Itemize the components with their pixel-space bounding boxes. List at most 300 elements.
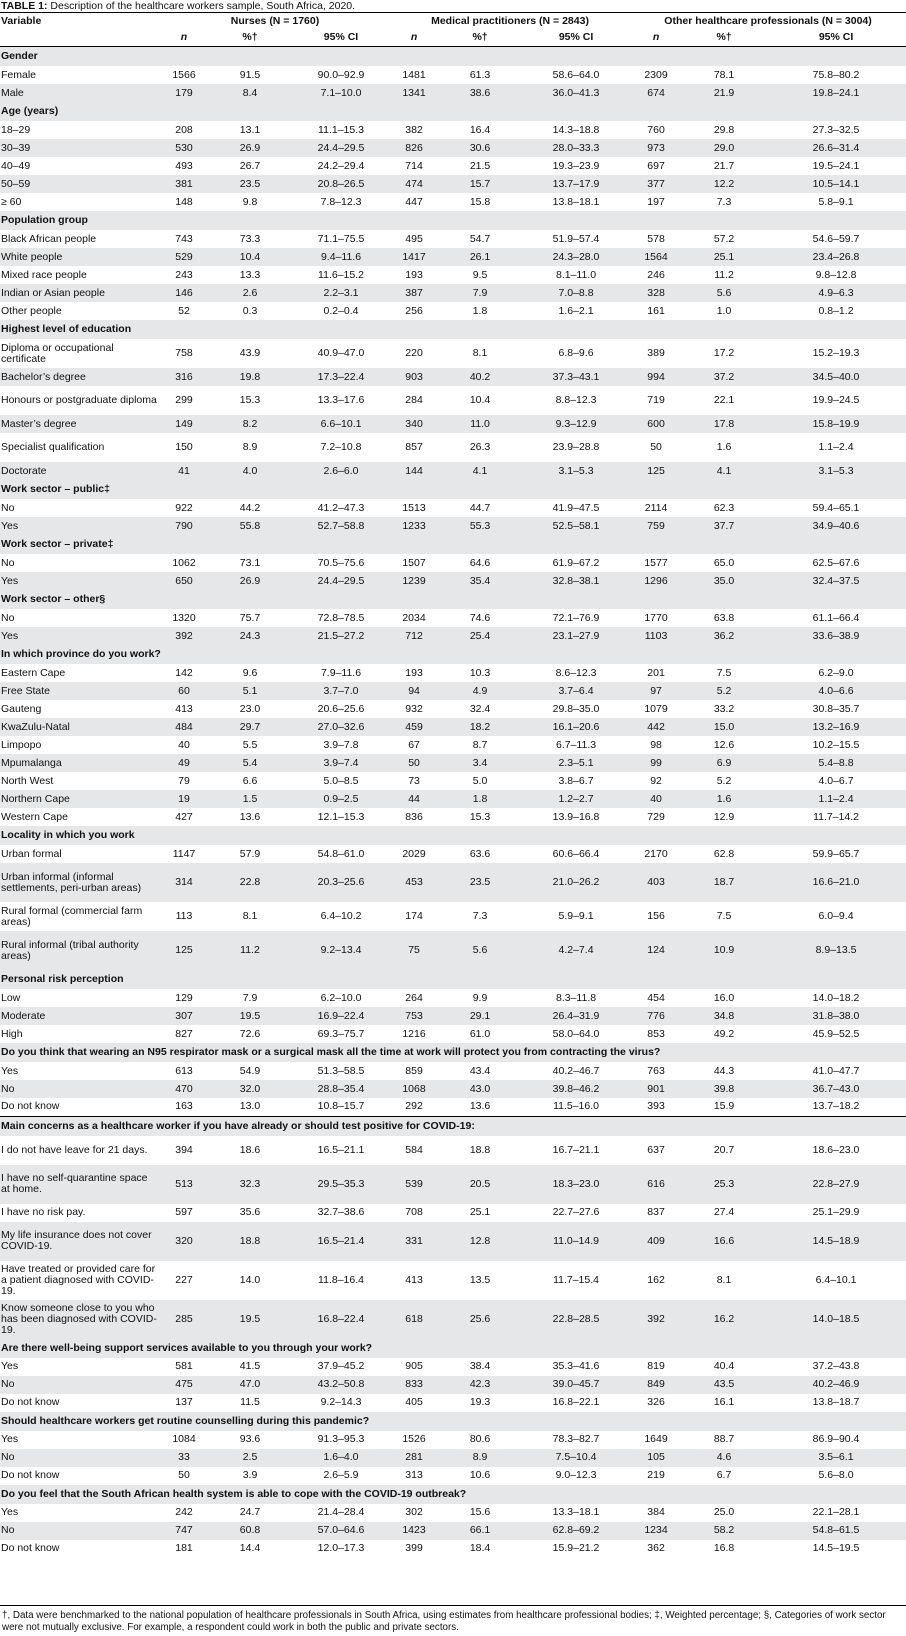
- table-cell: 13.7–17.9: [522, 175, 630, 193]
- table-cell: 21.9: [682, 84, 766, 102]
- table-cell: 1.6–4.0: [292, 1449, 390, 1467]
- table-row: [0, 386, 906, 415]
- table-row: [0, 66, 906, 84]
- table-cell: 39.8–46.2: [522, 1080, 630, 1098]
- table-cell: 743: [175, 232, 193, 245]
- table-cell: 13.6: [239, 810, 261, 823]
- table-cell: 18.4: [469, 1542, 491, 1554]
- table-cell: 9.6: [242, 666, 258, 679]
- table-cell: 10.4: [208, 248, 292, 266]
- table-cell: 7.5–10.4: [522, 1449, 630, 1467]
- row-label: North West: [1, 774, 54, 787]
- table-cell: 9.4–11.6: [292, 248, 390, 266]
- table-row: [0, 845, 906, 863]
- table-cell: 40.9–47.0: [317, 347, 365, 359]
- row-label: I do not have leave for 21 days.: [1, 1143, 148, 1156]
- table-cell: 51.9–57.4: [552, 232, 600, 245]
- table-cell: 65.0: [713, 556, 735, 569]
- table-cell: 74.6: [469, 611, 491, 624]
- table-cell: 413: [175, 702, 193, 715]
- table-cell: 72.8–78.5: [317, 611, 365, 624]
- row-label: Mpumalanga: [0, 754, 160, 772]
- table-cell: 4.9: [438, 682, 522, 700]
- table-cell: 146: [160, 284, 208, 302]
- row-label: Honours or postgraduate diploma: [1, 394, 157, 406]
- table-cell: 13.3–17.6: [317, 394, 365, 406]
- table-cell: 1068: [390, 1080, 438, 1098]
- section-header-row: [0, 535, 906, 554]
- table-cell: 16.8: [713, 1542, 735, 1554]
- table-cell: 40.4: [713, 1360, 735, 1372]
- table-cell: 62.8: [713, 847, 735, 860]
- table-cell: 16.5–21.1: [317, 1143, 365, 1156]
- table-cell: 0.9–2.5: [292, 790, 390, 808]
- table-cell: 377: [630, 175, 682, 193]
- table-row: [0, 1007, 906, 1025]
- table-cell: 24.3–28.0: [522, 248, 630, 266]
- table-cell: 19.8–24.1: [766, 84, 906, 102]
- group-header-nurses: Nurses (N = 1760): [230, 14, 320, 27]
- table-cell: 78.1: [713, 68, 735, 81]
- row-label: Black African people: [1, 232, 97, 245]
- row-label: Female: [1, 68, 37, 81]
- table-row: [0, 1204, 906, 1222]
- table-cell: 12.2: [682, 175, 766, 193]
- table-cell: 25.1: [682, 248, 766, 266]
- table-cell: 284: [405, 394, 423, 406]
- section-header-row: [0, 1339, 906, 1358]
- table-cell: 760: [647, 123, 665, 136]
- table-cell: 11.2: [714, 268, 734, 281]
- table-cell: 58.6–64.0: [552, 68, 600, 81]
- section-header-row: [0, 970, 906, 989]
- table-cell: 227: [175, 1273, 193, 1286]
- table-row: [0, 718, 906, 736]
- table-cell: 44: [390, 790, 438, 808]
- table-cell: 4.9–6.3: [766, 284, 906, 302]
- table-row: [0, 193, 906, 211]
- table-cell: 67: [408, 738, 420, 751]
- table-cell: 1481: [402, 68, 426, 81]
- table-caption: [0, 0, 906, 12]
- section-title: In which province do you work?: [0, 645, 906, 664]
- table-cell: 392: [630, 1300, 682, 1339]
- table-cell: 73.1: [239, 556, 261, 569]
- table-cell: 459: [390, 718, 438, 736]
- table-cell: 21.7: [713, 159, 735, 172]
- row-label: Low: [1, 991, 21, 1004]
- table-cell: 43.0: [438, 1080, 522, 1098]
- table-cell: 35.0: [682, 572, 766, 590]
- table-cell: 39.8: [682, 1080, 766, 1098]
- table-cell: 13.8–18.7: [812, 1396, 860, 1408]
- table-cell: 10.5–14.1: [766, 175, 906, 193]
- table-cell: 15.9–21.2: [552, 1542, 600, 1554]
- table-cell: 29.0: [682, 139, 766, 157]
- row-label: High: [1, 1027, 23, 1040]
- table-cell: 33: [160, 1449, 208, 1467]
- row-label: Free State: [0, 682, 160, 700]
- column-header-n: n: [180, 31, 188, 44]
- table-cell: 13.3: [239, 268, 261, 281]
- table-cell: 23.9–28.8: [552, 441, 600, 453]
- table-cell: 15.9: [713, 1100, 735, 1113]
- table-cell: 21.5–27.2: [292, 627, 390, 645]
- row-label: No: [1, 556, 15, 569]
- table-cell: 60.6–66.4: [552, 847, 600, 860]
- table-cell: 285: [160, 1300, 208, 1339]
- table-cell: 697: [647, 159, 665, 172]
- row-label: I have no self-quarantine space at home.: [0, 1165, 160, 1204]
- table-cell: 11.5: [240, 1396, 260, 1408]
- table-cell: 1770: [644, 611, 668, 624]
- table-row: [0, 754, 906, 772]
- table-cell: 3.8–6.7: [558, 774, 594, 787]
- table-cell: 7.9–11.6: [320, 666, 362, 679]
- section-title: Gender: [0, 47, 906, 67]
- table-cell: 5.4: [208, 754, 292, 772]
- table-cell: 162: [647, 1273, 665, 1286]
- table-cell: 1423: [390, 1522, 438, 1540]
- table-cell: 18.8: [208, 1222, 292, 1261]
- table-cell: 9.3–12.9: [522, 415, 630, 433]
- table-row: [0, 790, 906, 808]
- table-cell: 70.5–75.6: [317, 556, 365, 569]
- table-row: [0, 1449, 906, 1467]
- table-cell: 15.2–19.3: [812, 347, 860, 359]
- table-cell: 15.7: [438, 175, 522, 193]
- table-cell: 41.2–47.3: [317, 501, 365, 514]
- table-cell: 1296: [630, 572, 682, 590]
- section-header-row: [0, 826, 906, 845]
- table-cell: 26.4–31.9: [522, 1007, 630, 1025]
- table-cell: 22.1–28.1: [812, 1506, 860, 1518]
- table-cell: 6.4–10.2: [320, 910, 362, 922]
- table-cell: 35.3–41.6: [552, 1360, 600, 1372]
- table-cell: 3.4: [438, 754, 522, 772]
- table-cell: 10.6: [469, 1469, 491, 1481]
- table-cell: 15.3: [469, 810, 491, 823]
- table-cell: 181: [175, 1542, 193, 1554]
- table-cell: 14.0–18.5: [766, 1300, 906, 1339]
- table-body: [0, 47, 906, 1558]
- table-cell: 98: [650, 738, 662, 751]
- table-cell: 0.3: [242, 304, 258, 317]
- row-label: 50–59: [0, 175, 160, 193]
- table-cell: 837: [647, 1206, 665, 1218]
- table-cell: 10.2–15.5: [812, 738, 860, 751]
- table-cell: 105: [630, 1449, 682, 1467]
- table-cell: 1079: [644, 702, 668, 715]
- table-cell: 11.0: [438, 415, 522, 433]
- table-cell: 2114: [644, 501, 668, 514]
- table-cell: 15.6: [469, 1506, 491, 1518]
- table-cell: 15.3: [239, 394, 261, 406]
- table-row: [0, 863, 906, 902]
- header-row-groups: [0, 13, 906, 30]
- table-cell: 8.1–11.0: [555, 268, 597, 281]
- table-cell: 29.8–35.0: [552, 702, 600, 715]
- table-cell: 63.6: [469, 847, 491, 860]
- table-footnote: †, Data were benchmarked to the national population of healthcare professionals in South Africa, using estimates from healthcare professional bodies; ‡, Weighted percentage; §, Categories of work sector were not mutually exclusive. For example, a respondent could work in both the public and private sectors.: [0, 1605, 906, 1634]
- column-header-n: n: [410, 31, 418, 44]
- table-row: [0, 1376, 906, 1394]
- table-cell: 758: [175, 347, 193, 359]
- table-cell: 331: [390, 1222, 438, 1261]
- table-cell: 11.6–15.2: [318, 268, 364, 281]
- table-cell: 1.1–2.4: [766, 790, 906, 808]
- table-cell: 37.2–43.8: [812, 1360, 860, 1372]
- table-cell: 442: [630, 718, 682, 736]
- table-cell: 193: [405, 666, 423, 679]
- row-label: White people: [0, 248, 160, 266]
- table-cell: 18.6–23.0: [812, 1143, 860, 1156]
- table-cell: 5.0: [472, 774, 488, 787]
- row-label: Do not know: [1, 1469, 60, 1481]
- row-label: Other people: [1, 304, 62, 317]
- table-cell: 11.5–16.0: [553, 1100, 599, 1113]
- table-cell: 9.8–12.8: [815, 268, 857, 281]
- table-cell: 28.0–33.3: [522, 139, 630, 157]
- section-title: Main concerns as a healthcare worker if you have already or should test positive for COVID-19:: [0, 1116, 906, 1136]
- table-cell: 25.1–29.9: [812, 1206, 860, 1218]
- table-cell: 16.8–22.1: [552, 1396, 600, 1408]
- section-header-row: [0, 1043, 906, 1062]
- table-cell: 1.0: [716, 304, 732, 317]
- section-title: Work sector – public‡: [0, 480, 906, 499]
- row-label: Do not know: [1, 1396, 60, 1408]
- table-cell: 26.3: [469, 441, 491, 453]
- table-cell: 49: [160, 754, 208, 772]
- table-cell: 447: [405, 195, 423, 208]
- table-cell: 529: [160, 248, 208, 266]
- table-cell: 903: [390, 368, 438, 386]
- table-row: [0, 931, 906, 970]
- table-cell: 79: [178, 774, 190, 787]
- table-cell: 6.0–9.4: [818, 910, 854, 922]
- table-cell: 27.3–32.5: [812, 123, 860, 136]
- table-caption-text: Description of the healthcare workers sample, South Africa, 2020.: [50, 0, 356, 12]
- table-cell: 40.2: [438, 368, 522, 386]
- table-cell: 826: [390, 139, 438, 157]
- table-cell: 763: [647, 1064, 665, 1077]
- table-cell: 3.5–6.1: [766, 1449, 906, 1467]
- table-cell: 5.6: [438, 931, 522, 970]
- table-row: [0, 989, 906, 1007]
- table-cell: 71.1–75.5: [317, 232, 365, 245]
- table-cell: 6.6–10.1: [292, 415, 390, 433]
- table-cell: 57.0–64.6: [292, 1522, 390, 1540]
- row-label: Gauteng: [1, 702, 42, 715]
- table-cell: 6.2–10.0: [320, 991, 362, 1004]
- section-title: Population group: [0, 211, 906, 230]
- table-cell: 14.4: [239, 1542, 261, 1554]
- table-cell: 9.9: [472, 991, 488, 1004]
- table-cell: 719: [647, 394, 665, 406]
- table-cell: 36.7–43.0: [766, 1080, 906, 1098]
- table-cell: 75: [390, 931, 438, 970]
- table-cell: 22.8: [208, 863, 292, 902]
- table-cell: 15.0: [682, 718, 766, 736]
- table-row: [0, 284, 906, 302]
- row-label: Bachelor’s degree: [0, 368, 160, 386]
- table-cell: 618: [390, 1300, 438, 1339]
- table-cell: 61.3: [469, 68, 491, 81]
- table-row: [0, 157, 906, 175]
- row-label: Moderate: [0, 1007, 160, 1025]
- section-title: Do you think that wearing an N95 respirator mask or a surgical mask all the time at work will protect you from contracting the virus?: [0, 1043, 906, 1062]
- table-cell: 86.9–90.4: [812, 1433, 860, 1445]
- row-label: Western Cape: [1, 810, 68, 823]
- table-cell: 650: [160, 572, 208, 590]
- section-title: Age (years): [0, 102, 906, 121]
- table-cell: 32.0: [208, 1080, 292, 1098]
- table-cell: 7.3: [716, 195, 732, 208]
- table-cell: 18.6: [239, 1143, 261, 1156]
- table-cell: 54.7: [469, 232, 491, 245]
- column-header-ci: 95% CI: [323, 31, 359, 44]
- table-cell: 24.2–29.4: [317, 159, 365, 172]
- table-cell: 1577: [644, 556, 668, 569]
- table-row: [0, 368, 906, 386]
- row-label: Diploma or occupational certificate: [1, 341, 114, 365]
- row-label: Mixed race people: [1, 268, 87, 281]
- table-cell: 34.5–40.0: [766, 368, 906, 386]
- table-cell: 2029: [402, 847, 426, 860]
- table-cell: 827: [175, 1027, 193, 1040]
- table-row: [0, 554, 906, 572]
- table-cell: 28.8–35.4: [292, 1080, 390, 1098]
- table-row: [0, 1431, 906, 1449]
- table-cell: 8.9–13.5: [766, 931, 906, 970]
- table-cell: 5.9–9.1: [558, 910, 594, 922]
- table-row: [0, 902, 906, 931]
- table-cell: 427: [175, 810, 193, 823]
- table-cell: 20.5: [438, 1165, 522, 1204]
- table-cell: 75.7: [239, 611, 261, 624]
- table-cell: 302: [405, 1506, 423, 1518]
- table-cell: 113: [175, 910, 193, 922]
- column-header-percent: %†: [716, 31, 732, 44]
- table-cell: 93.6: [239, 1433, 261, 1445]
- table-cell: 8.8–12.3: [555, 394, 597, 406]
- table-row: [0, 84, 906, 102]
- table-row: [0, 772, 906, 790]
- table-cell: 313: [405, 1469, 423, 1481]
- table-cell: 19.5: [208, 1007, 292, 1025]
- table-cell: 72.6: [239, 1027, 261, 1040]
- table-cell: 7.9: [242, 991, 258, 1004]
- table-cell: 833: [390, 1376, 438, 1394]
- table-cell: 453: [390, 863, 438, 902]
- table-cell: 326: [647, 1396, 665, 1408]
- table-cell: 475: [160, 1376, 208, 1394]
- table-cell: 1234: [630, 1522, 682, 1540]
- table-cell: 3.1–5.3: [522, 462, 630, 480]
- table-cell: 13.2–16.9: [766, 718, 906, 736]
- table-row: [0, 302, 906, 320]
- table-cell: 161: [647, 304, 665, 317]
- table-cell: 23.1–27.9: [522, 627, 630, 645]
- table-cell: 75.8–80.2: [812, 68, 860, 81]
- column-header-n: n: [652, 31, 660, 44]
- table-cell: 0.2–0.4: [323, 304, 359, 317]
- table-cell: 4.6: [682, 1449, 766, 1467]
- table-cell: 3.1–5.3: [766, 462, 906, 480]
- table-cell: 513: [160, 1165, 208, 1204]
- row-label: Yes: [1, 1064, 19, 1077]
- table-cell: 25.1: [469, 1206, 491, 1218]
- table-cell: 20.7: [713, 1143, 735, 1156]
- table-cell: 17.3–22.4: [292, 368, 390, 386]
- table-cell: 859: [405, 1064, 423, 1077]
- row-label: Yes: [0, 627, 160, 645]
- table-cell: 37.2: [682, 368, 766, 386]
- table-cell: 539: [390, 1165, 438, 1204]
- table-cell: 88.7: [713, 1433, 735, 1445]
- table-cell: 40: [630, 790, 682, 808]
- table-row: [0, 627, 906, 645]
- table-cell: 790: [160, 517, 208, 535]
- table-cell: 0.8–1.2: [818, 304, 854, 317]
- table-cell: 90.0–92.9: [317, 68, 365, 81]
- row-label: No: [0, 1449, 160, 1467]
- table-cell: 1.6: [716, 441, 732, 453]
- table-cell: 8.2: [208, 415, 292, 433]
- table-cell: 137: [175, 1396, 193, 1408]
- table-cell: 208: [175, 123, 193, 136]
- table-cell: 55.8: [208, 517, 292, 535]
- table-cell: 94: [390, 682, 438, 700]
- table-cell: 281: [390, 1449, 438, 1467]
- table-cell: 753: [390, 1007, 438, 1025]
- table-cell: 1417: [390, 248, 438, 266]
- table-cell: 6.8–9.6: [558, 347, 594, 359]
- table-cell: 91.5: [239, 68, 261, 81]
- table-cell: 35.4: [438, 572, 522, 590]
- table-cell: 52: [178, 304, 190, 317]
- table-cell: 38.6: [438, 84, 522, 102]
- table-cell: 2170: [644, 847, 668, 860]
- table-cell: 44.2: [239, 501, 261, 514]
- table-cell: 78.3–82.7: [552, 1433, 600, 1445]
- table-cell: 54.8–61.5: [766, 1522, 906, 1540]
- table-cell: 8.1: [242, 910, 258, 922]
- table-row: [0, 682, 906, 700]
- table-cell: 43.4: [469, 1064, 491, 1077]
- table-cell: 19.8: [208, 368, 292, 386]
- table-cell: 2.2–3.1: [292, 284, 390, 302]
- row-label: Urban formal: [1, 847, 62, 860]
- table-cell: 242: [175, 1506, 193, 1518]
- table-cell: 64.6: [469, 556, 491, 569]
- table-cell: 24.7: [239, 1506, 261, 1518]
- table-cell: 156: [647, 910, 665, 922]
- table-cell: 1564: [630, 248, 682, 266]
- table-cell: 10.8–15.7: [317, 1100, 365, 1113]
- table-cell: 578: [647, 232, 665, 245]
- table-cell: 60: [160, 682, 208, 700]
- table-cell: 8.1: [472, 347, 488, 359]
- table-cell: 69.3–75.7: [317, 1027, 365, 1040]
- table-cell: 45.9–52.5: [812, 1027, 860, 1040]
- table-cell: 5.6–8.0: [818, 1469, 854, 1481]
- table-cell: 405: [405, 1396, 423, 1408]
- table-cell: 36.0–41.3: [522, 84, 630, 102]
- table-cell: 8.9: [242, 441, 258, 453]
- table-cell: 16.7–21.1: [552, 1143, 600, 1156]
- table-cell: 8.3–11.8: [555, 991, 597, 1004]
